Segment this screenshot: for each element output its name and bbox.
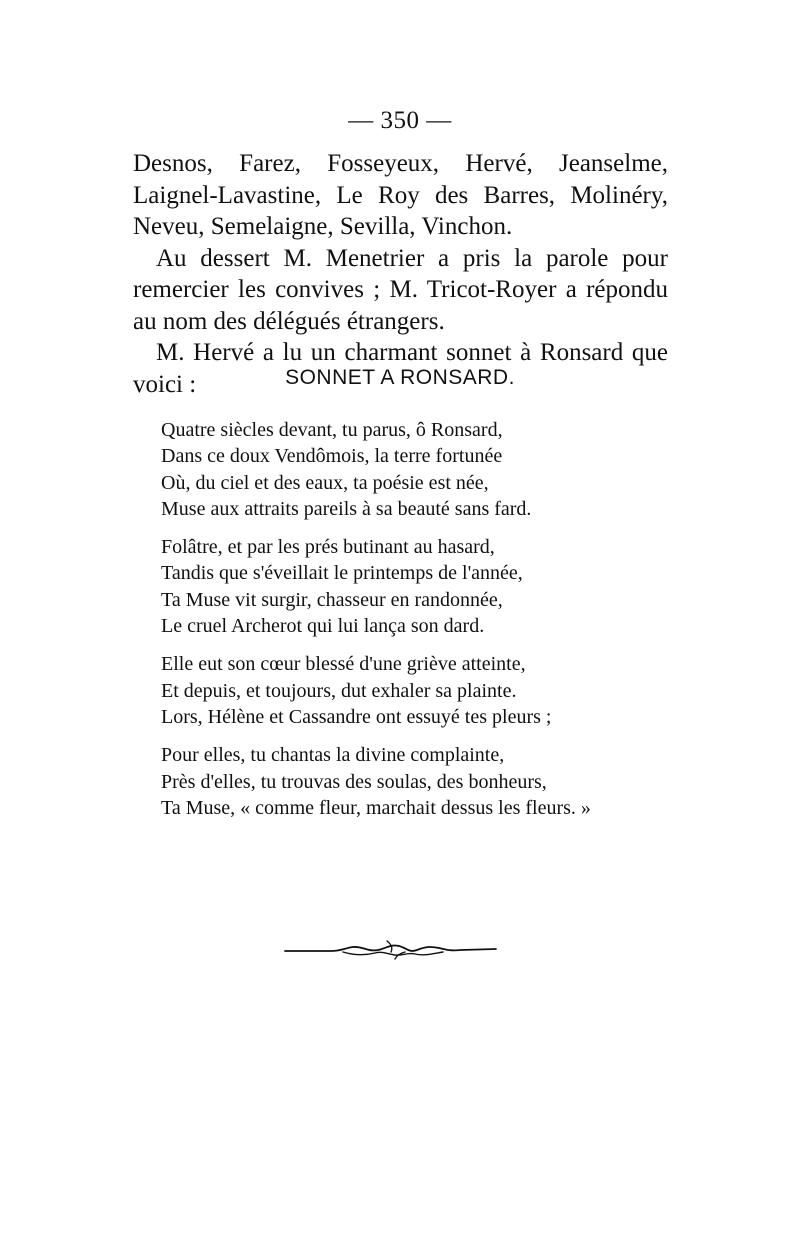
- poem-line: Le cruel Archerot qui lui lança son dard.: [161, 615, 485, 638]
- prose-body: [133, 148, 668, 400]
- stanza-1: [161, 417, 681, 522]
- paragraph-sonnet-intro: M. Hervé a lu un charmant sonnet à Ronsard que voici :: [133, 339, 668, 398]
- poem-line: Lors, Hélène et Cassandre ont essuyé tes pleurs ;: [161, 705, 552, 728]
- poem-line: Quatre siècles devant, tu parus, ô Ronsard,: [161, 419, 503, 441]
- poem-line: Où, du ciel et des eaux, ta poésie est née,: [161, 471, 489, 494]
- poem-line: Ta Muse vit surgir, chasseur en randonnée,: [161, 588, 503, 611]
- poem-line: Dans ce doux Vendômois, la terre fortunée: [161, 445, 503, 468]
- stanza-4: [161, 742, 681, 821]
- stanza-2: [161, 534, 681, 639]
- tailpiece-ornament: [283, 935, 498, 965]
- page-number: — 350 —: [348, 107, 452, 134]
- stanza-3: [161, 651, 681, 730]
- poem-line: Folâtre, et par les prés butinant au hasard,: [161, 536, 495, 559]
- poem-line: Tandis que s'éveillait le printemps de l'année,: [161, 562, 523, 585]
- poem-line: Pour elles, tu chantas la divine complainte,: [161, 744, 505, 767]
- poem-line: Près d'elles, tu trouvas des soulas, des bonheurs,: [161, 770, 547, 793]
- poem-line: Elle eut son cœur blessé d'une griève atteinte,: [161, 653, 526, 676]
- paragraph-guest-list: Desnos, Farez, Fosseyeux, Hervé, Jeanselme, Laignel-Lavastine, Le Roy des Barres, Molinéry, Neveu, Semelaigne, Sevilla, Vinchon.: [133, 150, 668, 240]
- sonnet: [161, 417, 681, 833]
- poem-title: SONNET A RONSARD.: [285, 366, 515, 389]
- poem-line: Ta Muse, « comme fleur, marchait dessus les fleurs. »: [161, 796, 591, 819]
- paragraph-dessert-speeches: Au dessert M. Menetrier a pris la parole pour remercier les convives ; M. Tricot-Royer a répondu au nom des délégués étrangers.: [133, 244, 668, 335]
- poem-line: Et depuis, et toujours, dut exhaler sa plainte.: [161, 679, 517, 702]
- poem-line: Muse aux attraits pareils à sa beauté sans fard.: [161, 497, 532, 520]
